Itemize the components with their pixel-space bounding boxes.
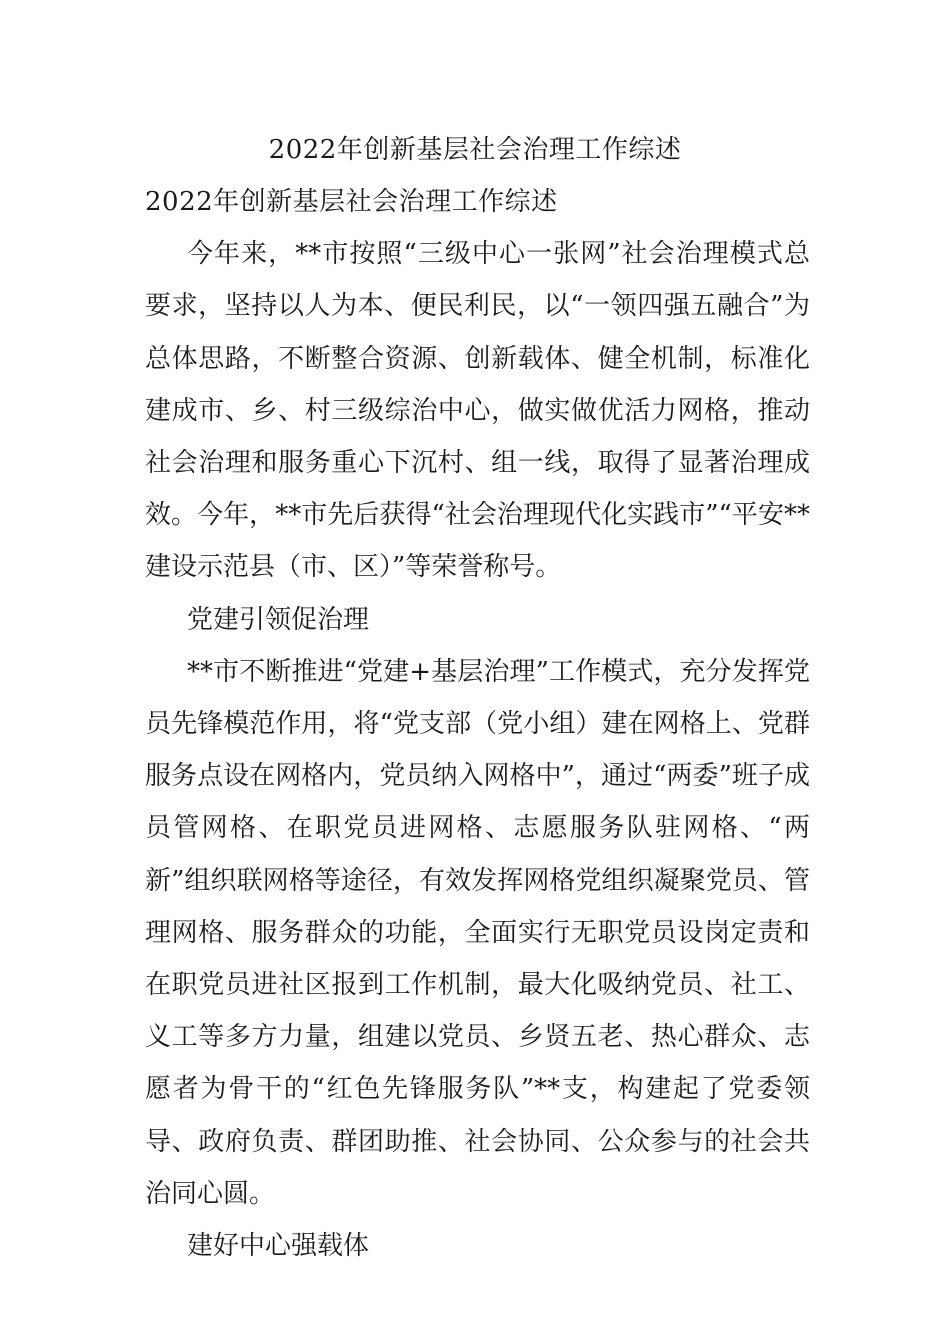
paragraph-intro: 今年来，**市按照“三级中心一张网”社会治理模式总要求，坚持以人为本、便民利民，以“一领四强五融合”为总体思路，不断整合资源、创新载体、健全机制，标准化建成市、乡、村三级综治中心，做实做优活力网格，推动社会治理和服务重心下沉村、组一线，取得了显著治理成效。今年，**市先后获得“社会治理现代化实践市”“平安**建设示范县（市、区）”等荣誉称号。 (145, 239, 810, 583)
document-subtitle: 2022年创新基层社会治理工作综述 (145, 187, 558, 217)
document-body (145, 176, 810, 1272)
paragraph-party-building: **市不断推进“党建+基层治理”工作模式，充分发挥党员先锋模范作用，将“党支部（党小组）建在网格上、党群服务点设在网格内，党员纳入网格中”，通过“两委”班子成员管网格、在职党员进网格、志愿服务队驻网格、“两新”组织联网格等途径，有效发挥网格党组织凝聚党员、管理网格、服务群众的功能，全面实行无职党员设岗定责和在职党员进社区报到工作机制，最大化吸纳党员、社工、义工等多方力量，组建以党员、乡贤五老、热心群众、志愿者为骨干的“红色先锋服务队”**支，构建起了党委领导、政府负责、群团助推、社会协同、公众参与的社会共治同心圆。 (145, 656, 810, 1209)
section-heading-party-building: 党建引领促治理 (187, 604, 370, 635)
section-heading-centers: 建好中心强载体 (187, 1231, 370, 1262)
document-title: 2022年创新基层社会治理工作综述 (268, 135, 682, 165)
